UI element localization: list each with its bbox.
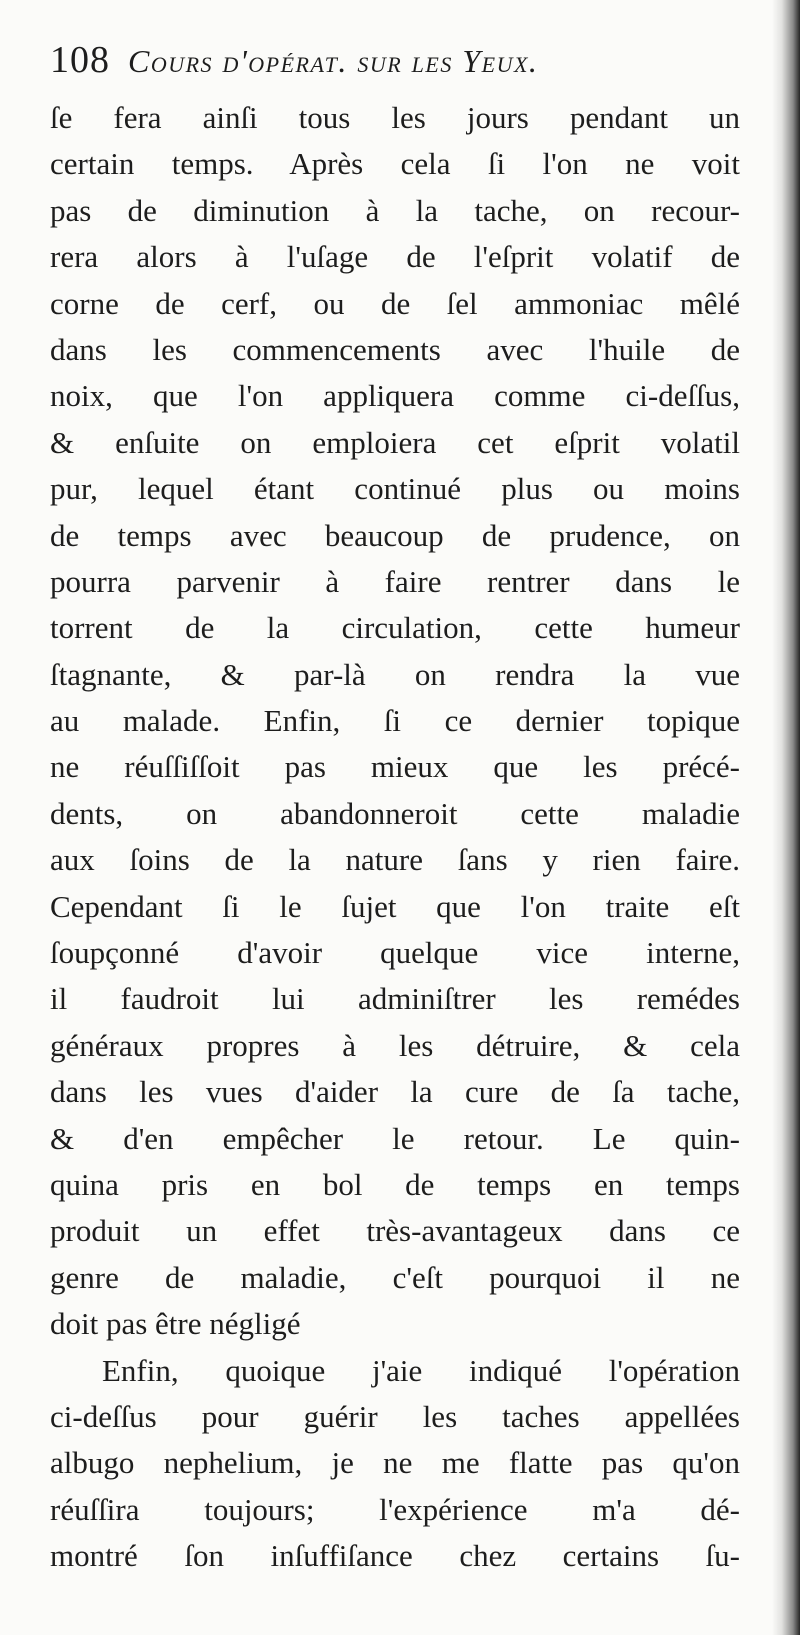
text-line: aux ſoins de la nature ſans y rien faire. xyxy=(50,842,740,878)
text-line: au malade. Enfin, ſi ce dernier topique xyxy=(50,703,740,739)
text-line: ne réuſſiſſoit pas mieux que les précé- xyxy=(50,749,740,785)
text-line: de temps avec beaucoup de prudence, on xyxy=(50,517,740,553)
text-line: genre de maladie, c'eſt pourquoi il ne xyxy=(50,1259,740,1295)
text-line: doit pas être négligé xyxy=(50,1306,301,1342)
page-number: 108 xyxy=(50,39,110,81)
page-header xyxy=(50,38,720,88)
paragraph-2 xyxy=(50,1348,740,1580)
text-line: Enfin, quoique j'aie indiqué l'opération xyxy=(102,1352,740,1388)
text-line: quina pris en bol de temps en temps xyxy=(50,1166,740,1202)
text-line: ſe fera ainſi tous les jours pendant un xyxy=(50,100,740,135)
text-line: & d'en empêcher le retour. Le quin- xyxy=(50,1120,740,1156)
text-line: généraux propres à les détruire, & cela xyxy=(50,1027,740,1063)
text-line: dans les commencements avec l'huile de xyxy=(50,331,740,367)
text-line: Cependant ſi le ſujet que l'on traite eſt xyxy=(50,888,740,924)
text-line: il faudroit lui adminiſtrer les remédes xyxy=(50,981,740,1017)
text-line: produit un effet très-avantageux dans ce xyxy=(50,1213,740,1249)
text-line: ſoupçonné d'avoir quelque vice interne, xyxy=(50,935,740,971)
text-line: réuſſira toujours; l'expérience m'a dé- xyxy=(50,1491,740,1527)
body-text xyxy=(50,95,740,1580)
text-line: pourra parvenir à faire rentrer dans le xyxy=(50,563,740,599)
text-line: pur, lequel étant continué plus ou moins xyxy=(50,471,740,507)
text-line: albugo nephelium, je ne me flatte pas qu'on xyxy=(50,1445,740,1481)
text-line: & enſuite on emploiera cet eſprit volatil xyxy=(50,424,740,460)
paragraph-1 xyxy=(50,95,740,1348)
text-line: ci-deſſus pour guérir les taches appellées xyxy=(50,1398,740,1434)
text-line: corne de cerf, ou de ſel ammoniac mêlé xyxy=(50,285,740,321)
text-line: noix, que l'on appliquera comme ci-deſſus, xyxy=(50,378,740,414)
text-line: rera alors à l'uſage de l'eſprit volatif de xyxy=(50,239,740,275)
text-line: certain temps. Après cela ſi l'on ne voit xyxy=(50,146,740,182)
running-title: Cours d'opérat. sur les Yeux. xyxy=(128,43,539,79)
text-line: pas de diminution à la tache, on recour- xyxy=(50,192,740,228)
text-line: ſtagnante, & par-là on rendra la vue xyxy=(50,656,740,692)
binding-shadow xyxy=(772,0,800,1635)
text-line: dans les vues d'aider la cure de ſa tache, xyxy=(50,1074,740,1110)
text-line: montré ſon inſuffiſance chez certains ſu- xyxy=(50,1538,740,1574)
text-line: torrent de la circulation, cette humeur xyxy=(50,610,740,646)
text-line: dents, on abandonneroit cette maladie xyxy=(50,795,740,831)
